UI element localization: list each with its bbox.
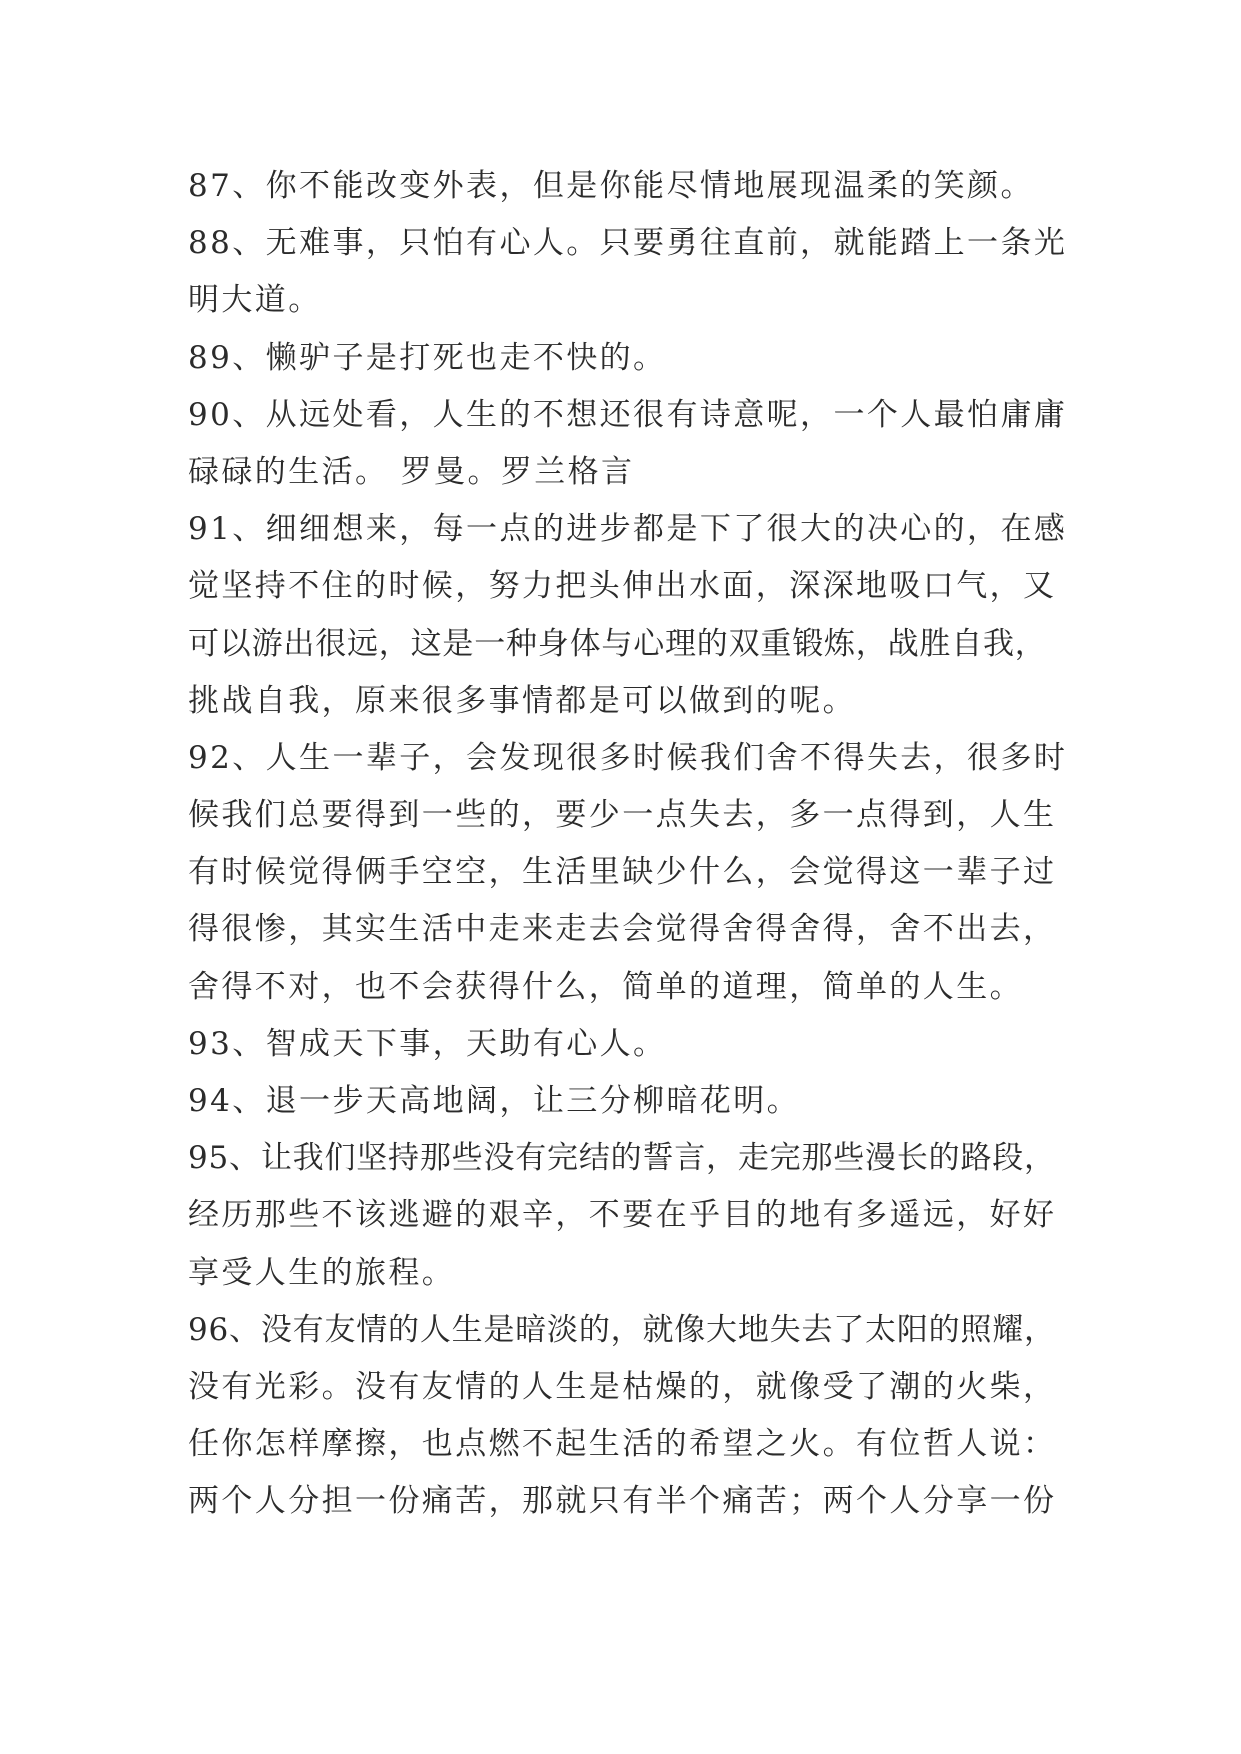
- text-line-14: 得很惨，其实生活中走来走去会觉得舍得舍得，舍不出去，: [188, 911, 1057, 948]
- text-line-23: 任你怎样摩擦，也点燃不起生活的希望之火。有位哲人说：: [188, 1426, 1057, 1463]
- text-line-21: 96、没有友情的人生是暗淡的，就像大地失去了太阳的照耀，: [188, 1311, 1056, 1348]
- text-line-20: 享受人生的旅程。: [188, 1254, 456, 1291]
- text-line-11: 92、人生一辈子，会发现很多时候我们舍不得失去，很多时: [188, 739, 1068, 776]
- text-line-19: 经历那些不该逃避的艰辛，不要在乎目的地有多遥远，好好: [188, 1197, 1057, 1234]
- text-line-6: 碌碌的生活。 罗曼。罗兰格言: [188, 453, 635, 490]
- text-line-17: 94、退一步天高地阔，让三分柳暗花明。: [188, 1083, 801, 1119]
- text-line-16: 93、智成天下事，天助有心人。: [188, 1025, 667, 1062]
- text-line-8: 觉坚持不住的时候，努力把头伸出水面，深深地吸口气，又: [188, 568, 1057, 605]
- text-line-3: 明大道。: [188, 282, 322, 319]
- text-line-1: 87、你不能改变外表，但是你能尽情地展现温柔的笑颜。: [188, 168, 1034, 204]
- text-line-2: 88、无难事，只怕有心人。只要勇往直前，就能踏上一条光: [188, 225, 1068, 262]
- text-line-4: 89、懒驴子是打死也走不快的。: [188, 339, 667, 376]
- text-line-10: 挑战自我，原来很多事情都是可以做到的呢。: [188, 682, 856, 719]
- text-line-18: 95、让我们坚持那些没有完结的誓言，走完那些漫长的路段，: [188, 1140, 1056, 1177]
- text-line-9: 可以游出很远，这是一种身体与心理的双重锻炼，战胜自我，: [188, 625, 1047, 662]
- text-line-12: 候我们总要得到一些的，要少一点失去，多一点得到，人生: [188, 797, 1057, 834]
- text-line-22: 没有光彩。没有友情的人生是枯燥的，就像受了潮的火柴，: [188, 1368, 1057, 1405]
- text-line-5: 90、从远处看，人生的不想还很有诗意呢，一个人最怕庸庸: [188, 396, 1068, 433]
- text-line-24: 两个人分担一份痛苦，那就只有半个痛苦；两个人分享一份: [188, 1483, 1057, 1520]
- text-line-13: 有时候觉得俩手空空，生活里缺少什么，会觉得这一辈子过: [188, 854, 1057, 891]
- document-body: [188, 158, 1068, 1531]
- text-line-7: 91、细细想来，每一点的进步都是下了很大的决心的，在感: [188, 511, 1068, 548]
- text-line-15: 舍得不对，也不会获得什么，简单的道理，简单的人生。: [188, 968, 1023, 1005]
